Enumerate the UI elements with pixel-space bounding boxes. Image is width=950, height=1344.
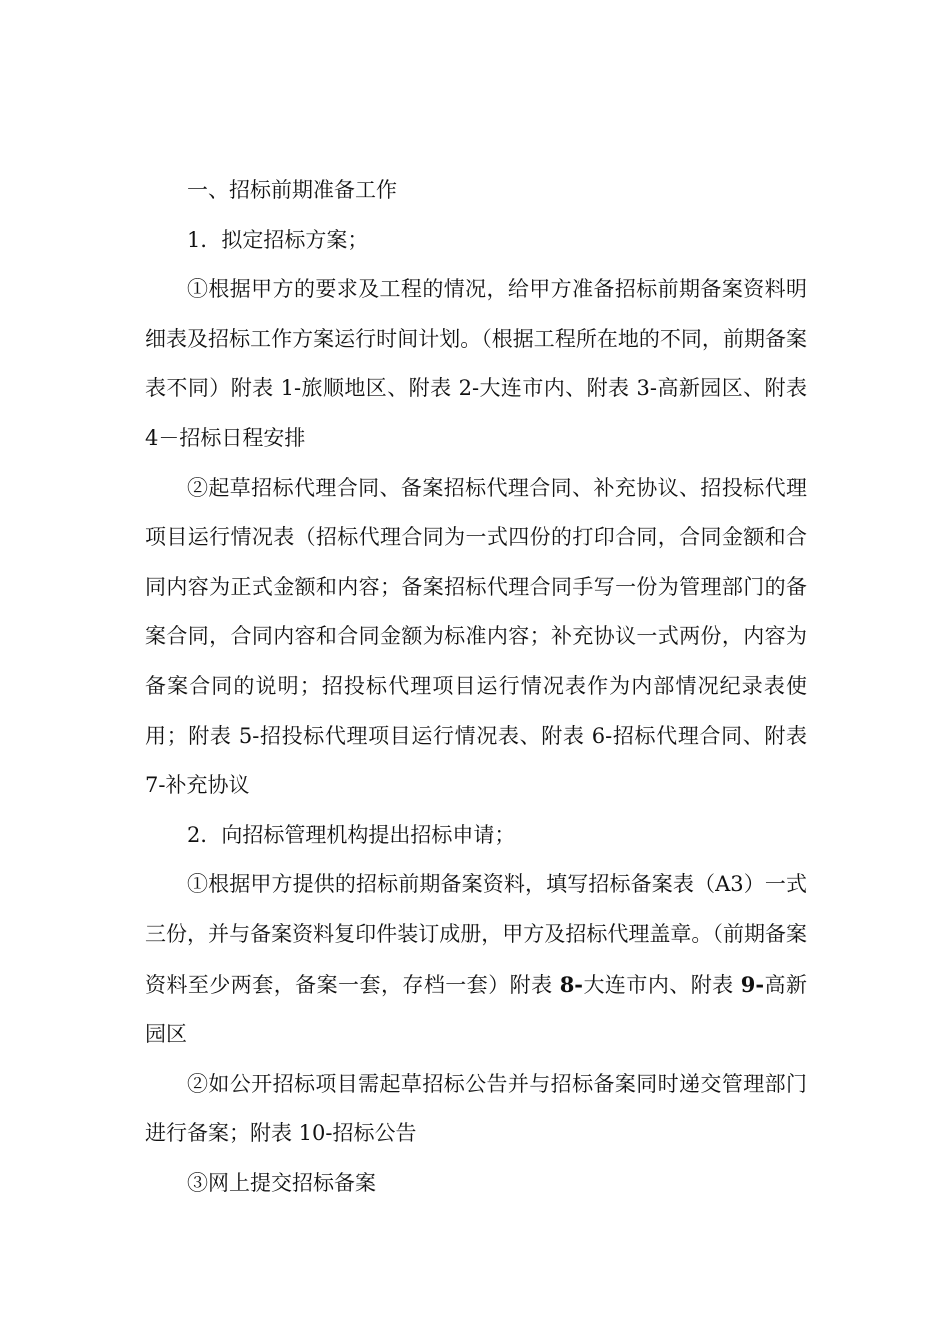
item-2-heading: 2．向招标管理机构提出招标申请；	[187, 822, 516, 847]
item-2-paragraph-1-bold-a: 8-	[559, 971, 584, 997]
item-1-paragraph-2: ②起草招标代理合同、备案招标代理合同、补充协议、招投标代理项目运行情况表（招标代理合同为一式四份的打印合同，合同金额和合同内容为正式金额和内容；备案招标代理合同手写一份为管理部门的备案合同，合同内容和合同金额为标准内容；补充协议一式两份，内容为备案合同的说明；招投标代理项目运行情况表作为内部情况纪录表使用；附表 5-招投标代理项目运行情况表、附表 6-招标代理合同、附表 7-补充协议	[145, 475, 807, 798]
item-1-heading: 1．拟定招标方案；	[187, 227, 369, 252]
item-2-paragraph-3: ③网上提交招标备案	[187, 1170, 376, 1195]
document-page	[145, 166, 807, 1208]
item-2-paragraph-2: ②如公开招标项目需起草招标公告并与招标备案同时递交管理部门进行备案；附表 10-招标公告	[145, 1071, 807, 1146]
item-1-paragraph-1: ①根据甲方的要求及工程的情况，给甲方准备招标前期备案资料明细表及招标工作方案运行时间计划。（根据工程所在地的不同，前期备案表不同）附表 1-旅顺地区、附表 2-大连市内、附表 3-高新园区、附表 4－招标日程安排	[145, 277, 807, 450]
item-2-paragraph-1-text-c: 高新园区	[145, 972, 807, 1047]
item-2-paragraph-1	[145, 860, 807, 1059]
section-title: 一、招标前期准备工作	[187, 178, 397, 202]
item-2-paragraph-1-text-a: ①根据甲方提供的招标前期备案资料，填写招标备案表（A3）一式三份，并与备案资料复印件装订成册，甲方及招标代理盖章。（前期备案资料至少两套，备案一套，存档一套）附表	[145, 872, 807, 997]
item-2-paragraph-1-bold-b: 9-	[740, 971, 765, 997]
item-2-paragraph-1-text-b: 大连市内、附表	[583, 972, 741, 997]
